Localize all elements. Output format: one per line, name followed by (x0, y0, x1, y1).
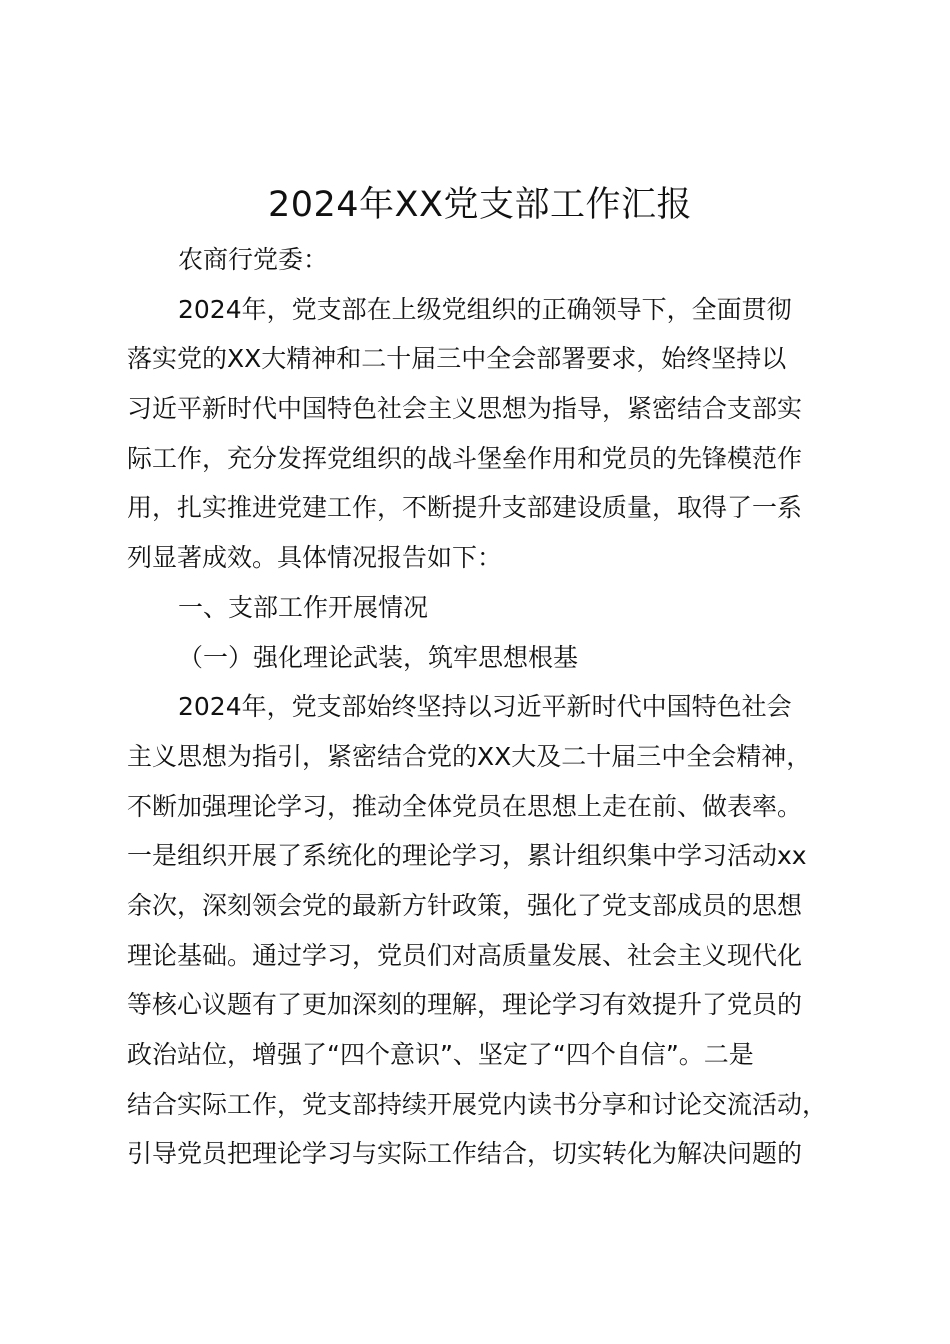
paragraph-line: 际工作，充分发挥党组织的战斗堡垒作用和党员的先锋模范作 (127, 443, 803, 473)
paragraph-line: 列显著成效。具体情况报告如下： (127, 543, 503, 573)
paragraph-line: 一是组织开展了系统化的理论学习，累计组织集中学习活动xx (127, 841, 807, 871)
paragraph-line: 用，扎实推进党建工作，不断提升支部建设质量，取得了一系 (127, 493, 803, 523)
paragraph-line: 2024年，党支部在上级党组织的正确领导下，全面贯彻 (178, 294, 792, 324)
paragraph-line: 习近平新时代中国特色社会主义思想为指导，紧密结合支部实 (127, 394, 803, 424)
document-body (127, 235, 837, 1179)
paragraph-line: 引导党员把理论学习与实际工作结合，切实转化为解决问题的 (127, 1139, 803, 1169)
paragraph-line: （一）强化理论武装，筑牢思想根基 (178, 642, 579, 672)
document-title: 2024年XX党支部工作汇报 (267, 185, 693, 225)
paragraph-line: 农商行党委： (178, 245, 329, 274)
paragraph-line: 不断加强理论学习，推动全体党员在思想上走在前、做表率。 (127, 791, 803, 821)
paragraph-line: 2024年，党支部始终坚持以习近平新时代中国特色社会 (178, 692, 792, 722)
paragraph-line: 结合实际工作，党支部持续开展党内读书分享和讨论交流活动， (127, 1089, 828, 1119)
paragraph-line: 落实党的XX大精神和二十届三中全会部署要求，始终坚持以 (127, 344, 787, 374)
paragraph-line: 余次，深刻领会党的最新方针政策，强化了党支部成员的思想 (127, 890, 803, 920)
paragraph-line: 一、支部工作开展情况 (178, 592, 429, 622)
paragraph-line: 主义思想为指引，紧密结合党的XX大及二十届三中全会精神， (127, 741, 812, 771)
paragraph-line: 政治站位，增强了“四个意识”、坚定了“四个自信”。二是 (127, 1040, 754, 1069)
paragraph-line: 等核心议题有了更加深刻的理解，理论学习有效提升了党员的 (127, 990, 803, 1020)
paragraph-line: 理论基础。通过学习，党员们对高质量发展、社会主义现代化 (127, 940, 803, 970)
